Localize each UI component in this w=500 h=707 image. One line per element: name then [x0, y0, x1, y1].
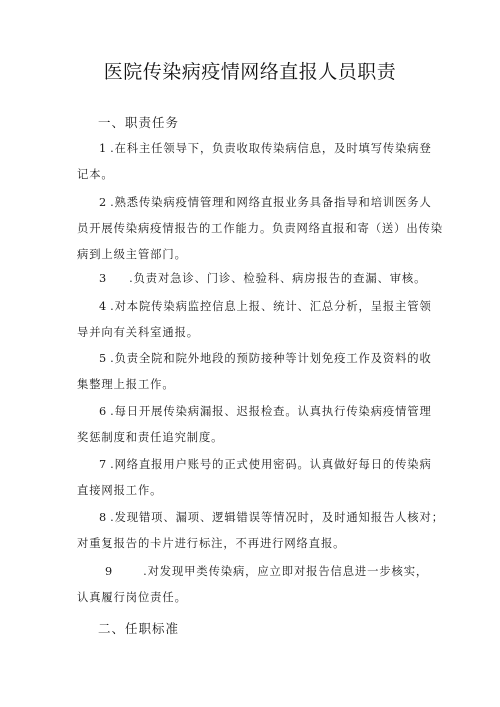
duty-item-line: 集整理上报工作。: [77, 378, 175, 391]
duty-item-line: 导并向有关科室通报。: [77, 326, 199, 339]
duty-item-number: 3: [99, 272, 108, 285]
duty-item-line: 病到上级主管部门。: [77, 248, 187, 261]
duty-item-line: 认真履行岗位责任。: [77, 591, 187, 604]
duty-item-1: [77, 136, 437, 188]
section-heading-duties: 一、职责任务: [98, 115, 180, 130]
duty-item-line: [77, 190, 437, 216]
duty-item-number: 6: [99, 405, 108, 418]
duty-item-3: [77, 266, 437, 292]
duty-item-line: [77, 505, 444, 531]
duty-item-text: .对本院传染病监控信息上报、统计、汇总分析，呈报主管领: [110, 300, 432, 313]
duty-item-line: 奖惩制度和责任追究制度。: [77, 431, 224, 444]
duty-item-line: [77, 399, 437, 425]
section-heading-qualifications: 二、任职标准: [98, 621, 180, 636]
duty-item-line: 员开展传染病疫情报告的工作能力。负责网络直报和寄（送）出传染: [77, 222, 443, 235]
duty-item-line: 直接网报工作。: [77, 484, 163, 497]
duty-item-number: 4: [99, 300, 108, 313]
duty-item-4: [77, 294, 437, 346]
duty-item-line: [77, 559, 437, 585]
duty-item-line: [77, 266, 437, 292]
duty-item-text: .每日开展传染病漏报、迟报检查。认真执行传染病疫情管理: [110, 405, 432, 418]
duty-item-line: 记本。: [77, 168, 114, 181]
duty-item-5: [77, 346, 437, 398]
duty-item-line: [77, 136, 437, 162]
duty-item-line: [77, 452, 437, 478]
duty-item-line: 对重复报告的卡片进行标注，不再进行网络直报。: [77, 537, 346, 550]
duty-item-9: [77, 559, 437, 611]
duty-item-text: .发现错项、漏项、逻辑错误等情况时，及时通知报告人核对；: [110, 511, 444, 524]
duty-item-8: [77, 505, 444, 557]
duty-item-number: 5: [99, 352, 108, 365]
duty-item-6: [77, 399, 437, 451]
duty-item-text: .负责对急诊、门诊、检验科、病房报告的查漏、审核。: [129, 272, 427, 285]
duty-item-line: [77, 294, 437, 320]
duty-item-text: .对发现甲类传染病，应立即对报告信息进一步核实，: [143, 565, 429, 578]
duty-item-7: [77, 452, 437, 504]
duty-item-number: 8: [99, 511, 108, 524]
duty-item-2: [77, 190, 443, 268]
duty-item-number: 1: [99, 142, 108, 155]
duty-item-text: .在科主任领导下，负责收取传染病信息，及时填写传染病登: [110, 142, 432, 155]
duty-item-line: [77, 346, 437, 372]
duty-item-text: .负责全院和院外地段的预防接种等计划免疫工作及资料的收: [110, 352, 432, 365]
duty-item-text: .网络直报用户账号的正式使用密码。认真做好每日的传染病: [110, 458, 432, 471]
duty-item-number: 2: [99, 196, 108, 209]
document-title: 医院传染病疫情网络直报人员职责: [103, 61, 397, 83]
duty-item-number: 9: [105, 565, 114, 578]
duty-item-number: 7: [99, 458, 108, 471]
duty-item-text: .熟悉传染病疫情管理和网络直报业务具备指导和培训医务人: [110, 196, 432, 209]
